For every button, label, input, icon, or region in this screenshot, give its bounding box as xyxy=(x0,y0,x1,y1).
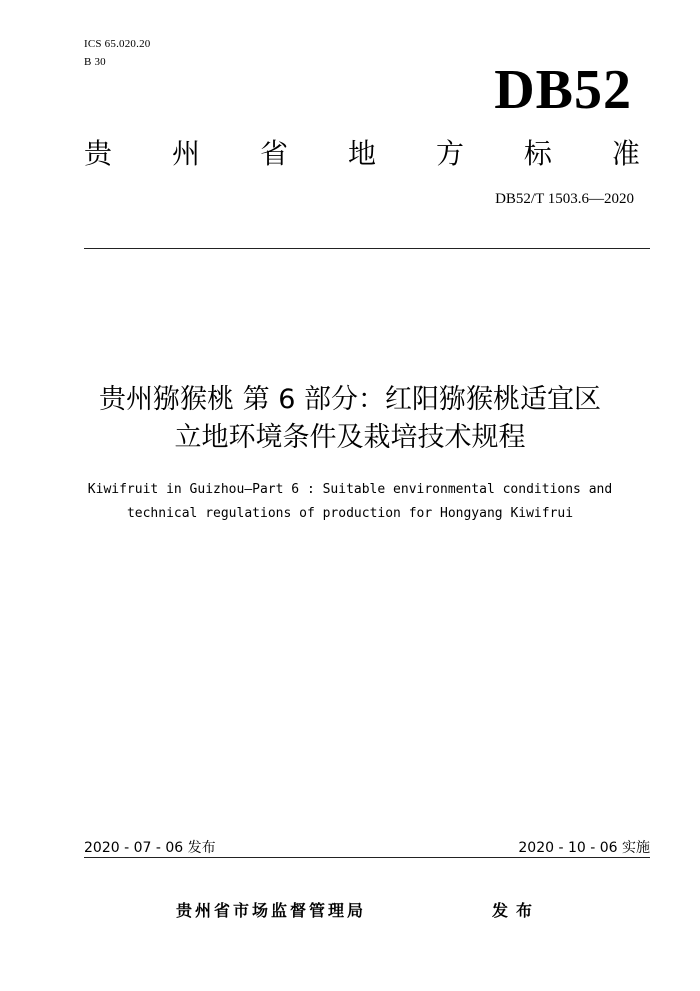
classification-code: B 30 xyxy=(84,56,106,68)
standard-logo: DB52 xyxy=(494,59,632,121)
issuing-authority: 贵州省市场监督管理局 xyxy=(176,901,367,920)
standard-kind-char: 州 xyxy=(171,137,200,170)
ics-code: ICS 65.020.20 xyxy=(84,38,151,50)
title-en-line-1: Kiwifruit in Guizhou—Part 6 : Suitable environmental conditions and xyxy=(87,482,613,497)
standard-kind-char: 准 xyxy=(611,137,640,170)
standard-kind-char: 省 xyxy=(259,137,288,170)
footer-divider xyxy=(84,857,650,858)
issue-date: 2020 - 07 - 06 发布 xyxy=(84,840,216,856)
standard-kind-char: 标 xyxy=(523,137,552,170)
issue-label: 发布 xyxy=(492,901,541,920)
implementation-date: 2020 - 10 - 06 实施 xyxy=(518,840,650,856)
standard-number: DB52/T 1503.6—2020 xyxy=(495,191,634,207)
title-cn-line-2: 立地环境条件及栽培技术规程 xyxy=(174,422,526,453)
title-cn-line-1: 贵州猕猴桃 第 6 部分：红阳猕猴桃适宜区 xyxy=(99,384,601,415)
standard-kind xyxy=(84,136,640,172)
standard-kind-char: 方 xyxy=(435,137,464,170)
standard-kind-char: 贵 xyxy=(84,137,113,170)
standard-kind-char: 地 xyxy=(347,137,376,170)
header-divider xyxy=(84,248,650,249)
title-en-line-2: technical regulations of production for Hongyang Kiwifrui xyxy=(126,506,574,521)
